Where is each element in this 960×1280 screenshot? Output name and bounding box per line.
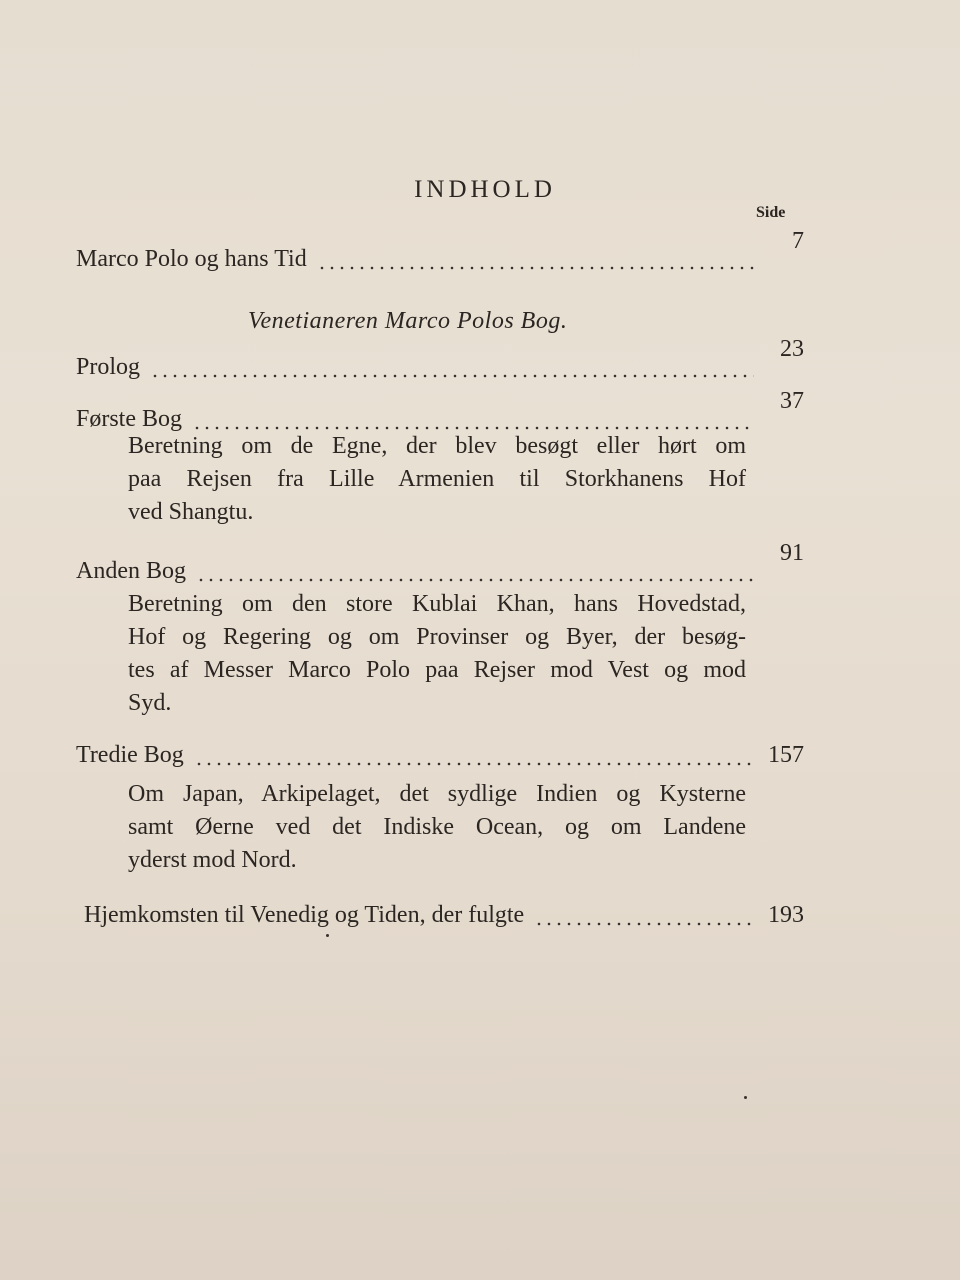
toc-entry-description bbox=[128, 588, 746, 720]
description-line: tes af Messer Marco Polo paa Rejser mod Vest og mod bbox=[128, 657, 746, 683]
toc-entry-prolog bbox=[76, 336, 804, 382]
toc-entry-tredie-bog bbox=[76, 740, 804, 770]
toc-heading: INDHOLD bbox=[414, 176, 556, 203]
toc-entry-page: 37 bbox=[780, 388, 804, 414]
description-line: samt Øerne ved det Indiske Ocean, og om Landene bbox=[128, 814, 746, 840]
toc-entry-page: 157 bbox=[768, 742, 804, 768]
dot-leader bbox=[317, 266, 754, 270]
description-line: Syd. bbox=[128, 690, 172, 716]
toc-entry-hjemkomsten bbox=[84, 900, 804, 930]
description-line: Beretning om de Egne, der blev besøgt eller hørt om bbox=[128, 433, 746, 459]
toc-entry-page: 193 bbox=[768, 902, 804, 928]
description-line: yderst mod Nord. bbox=[128, 847, 297, 873]
toc-entry-title: Marco Polo og hans Tid bbox=[76, 246, 307, 272]
toc-entry-title: Anden Bog bbox=[76, 558, 186, 584]
dot-leader bbox=[196, 578, 754, 582]
dot-leader bbox=[534, 922, 754, 926]
description-line: ved Shangtu. bbox=[128, 499, 254, 525]
description-line: Beretning om den store Kublai Khan, hans Hovedstad, bbox=[128, 591, 746, 617]
toc-entry-page: 23 bbox=[780, 336, 804, 362]
toc-entry-title: Hjemkomsten til Venedig og Tiden, der fulgte bbox=[84, 902, 525, 928]
toc-entry-anden-bog bbox=[76, 540, 804, 586]
description-line: Om Japan, Arkipelaget, det sydlige Indien og Kysterne bbox=[128, 781, 746, 807]
toc-entry-description bbox=[128, 430, 746, 529]
toc-entry-title: Første Bog bbox=[76, 406, 183, 432]
toc-entry-description bbox=[128, 778, 746, 877]
description-line: paa Rejsen fra Lille Armenien til Storkhanens Hof bbox=[128, 466, 746, 492]
dot-leader bbox=[150, 374, 754, 378]
toc-entry-title: Prolog bbox=[76, 354, 141, 380]
toc-entry-page: 7 bbox=[792, 228, 804, 254]
paper-speck bbox=[326, 934, 329, 937]
description-line: Hof og Regering og om Provinser og Byer, der besøg- bbox=[128, 624, 746, 650]
toc-entry-marco-polo-og-hans-tid bbox=[76, 228, 804, 274]
dot-leader bbox=[194, 762, 754, 766]
section-subtitle: Venetianeren Marco Polos Bog. bbox=[248, 308, 568, 334]
toc-entry-title: Tredie Bog bbox=[76, 742, 184, 768]
paper-speck bbox=[744, 1096, 747, 1099]
toc-entry-page: 91 bbox=[780, 540, 804, 566]
page-column-label: Side bbox=[756, 204, 786, 221]
